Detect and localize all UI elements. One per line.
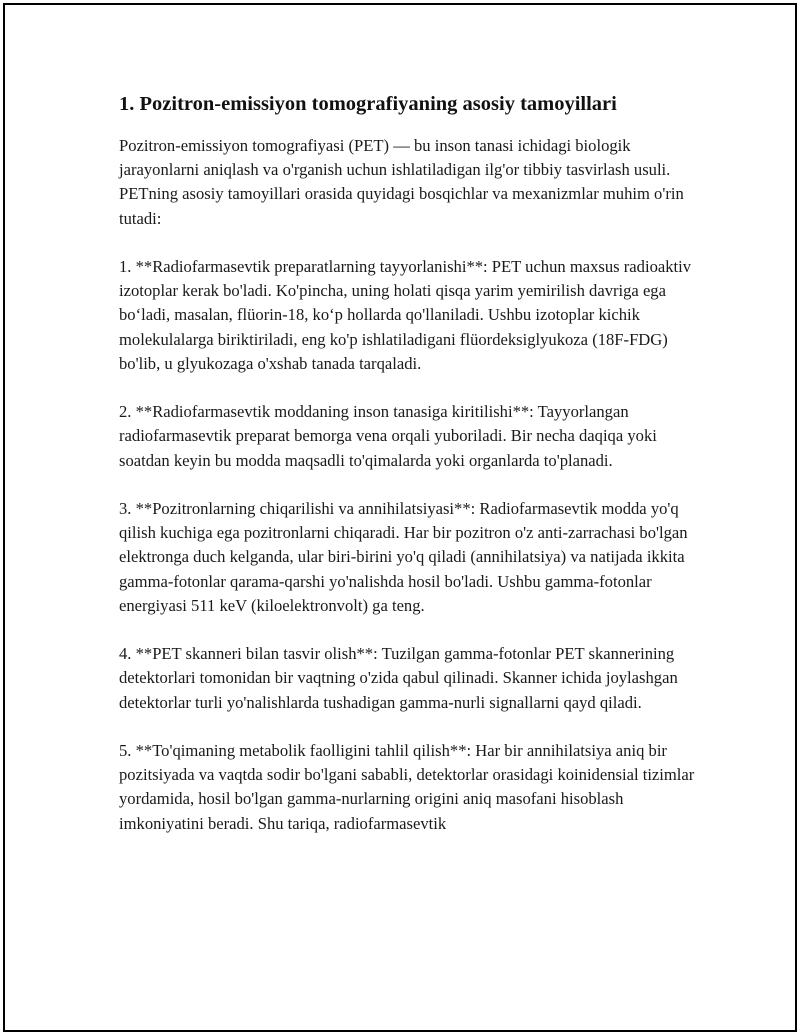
intro-paragraph: Pozitron-emissiyon tomografiyasi (PET) — bu inson tanasi ichidagi biologik jarayonlarni aniqlash va o'rganish uchun ishlatiladigan ilg'or tibbiy tasvirlash usuli. PETning asosiy tamoyillari orasida quyidagi bosqichlar va mexanizmlar muhim o'rin tutadi: <box>119 136 684 228</box>
step-3-paragraph: 3. **Pozitronlarning chiqarilishi va annihilatsiyasi**: Radiofarmasevtik modda yo'q qilish kuchiga ega pozitronlarni chiqaradi. Har bir pozitron o'z anti-zarrachasi bo'lgan elektronga duch kelganda, ular biri-birini yo'q qiladi (annihilatsiya) va natijada ikkita gamma-fotonlar qarama-qarshi yo'nalishda hosil bo'ladi. Ushbu gamma-fotonlar energiyasi 511 keV (kiloelektronvolt) ga teng. <box>119 499 688 615</box>
document-body <box>119 91 699 860</box>
step-1-paragraph: 1. **Radiofarmasevtik preparatlarning tayyorlanishi**: PET uchun maxsus radioaktiv izotoplar kerak bo'ladi. Ko'pincha, uning holati qisqa yarim yemirilish davriga ega bo‘ladi, masalan, flüorin-18, ko‘p hollarda qo'llaniladi. Ushbu izotoplar kichik molekulalarga biriktiriladi, eng ko'p ishlatiladigani flüordeksiglyukoza (18F-FDG) bo'lib, u glyukozaga o'xshab tanada tarqaladi. <box>119 257 692 373</box>
page-frame <box>3 3 797 1032</box>
step-5-paragraph: 5. **To'qimaning metabolik faolligini tahlil qilish**: Har bir annihilatsiya aniq bir pozitsiyada va vaqtda sodir bo'lgani sababli, detektorlar orasidagi koinidensial tizimlar yordamida, hosil bo'lgan gamma-nurlarning origini aniq masofani hisoblash imkoniyatini beradi. Shu tariqa, radiofarmasevtik <box>119 741 695 833</box>
step-2-paragraph: 2. **Radiofarmasevtik moddaning inson tanasiga kiritilishi**: Tayyorlangan radiofarmasevtik preparat bemorga vena orqali yuboriladi. Bir necha daqiqa yoki soatdan keyin bu modda maqsadli to'qimalarda yoki organlarda to'planadi. <box>119 402 657 470</box>
section-heading: 1. Pozitron-emissiyon tomografiyaning asosiy tamoyillari <box>119 93 617 115</box>
step-4-paragraph: 4. **PET skanneri bilan tasvir olish**: Tuzilgan gamma-fotonlar PET skannerining detektorlari tomonidan bir vaqtning o'zida qabul qilinadi. Skanner ichida joylashgan detektorlar turli yo'nalishlarda tushadigan gamma-nurli signallarni qayd qiladi. <box>119 644 678 712</box>
